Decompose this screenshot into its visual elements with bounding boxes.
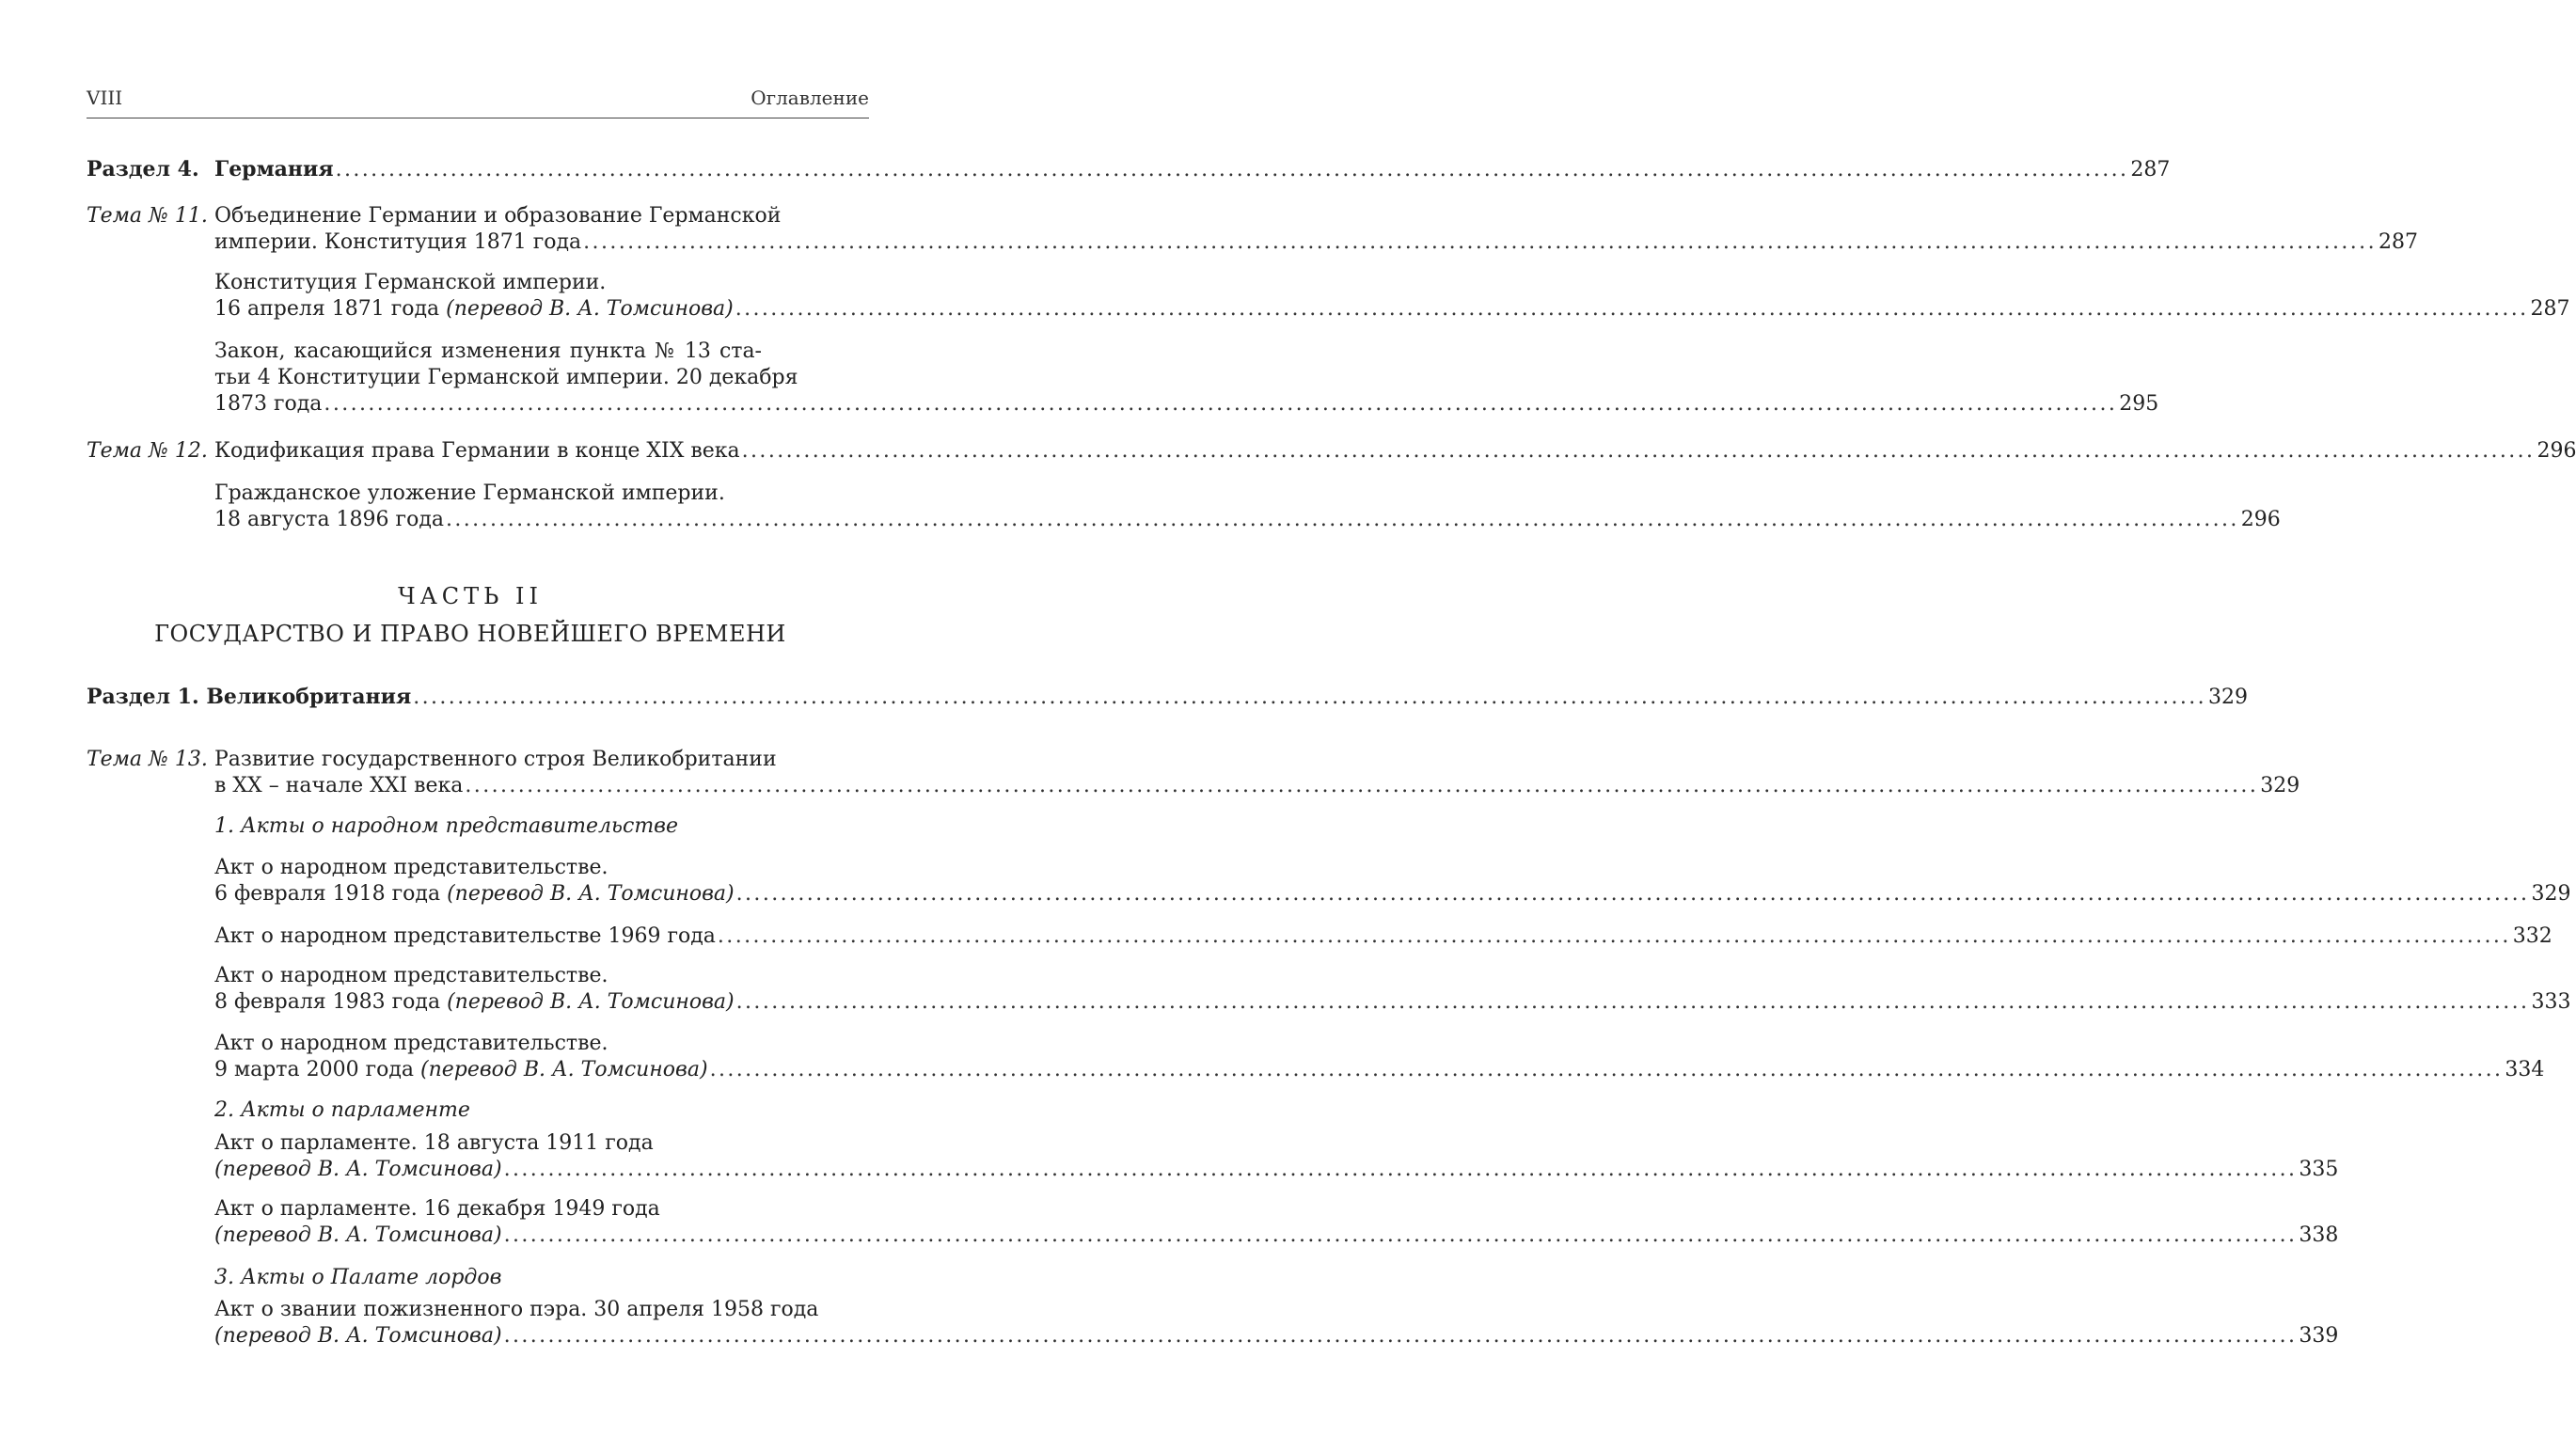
toc-entry-topic-11[interactable] [214, 230, 2418, 255]
page-ref: 287 [2378, 230, 2418, 254]
subsection-title: 2. Акты о парламенте [214, 1098, 470, 1122]
entry-title-line: Акт о народном представительстве. [214, 1032, 608, 1055]
page-ref: 335 [2299, 1158, 2339, 1181]
leader-dots: ........................................................................................................................................................................................................... [503, 1158, 2298, 1181]
entry-title-line: Гражданское уложение Германской империи. [214, 481, 725, 505]
translator-note: (перевод В. А. Томсинова) [214, 1324, 502, 1348]
entry-title-line: Акт о парламенте. 18 августа 1911 года [214, 1131, 654, 1155]
toc-entry-rpa-2000[interactable] [214, 1058, 2545, 1082]
page-ref: 329 [2208, 686, 2249, 709]
subsection-title: 1. Акты о народном представительстве [214, 814, 679, 838]
entry-title-line: Акт о народном представительстве. [214, 964, 608, 987]
leader-dots: ........................................................................................................................................................................................................... [735, 882, 2530, 906]
leader-dots: ........................................................................................................................................................................................................... [413, 686, 2207, 709]
entry-title-line: 8 февраля 1983 года [214, 990, 441, 1014]
entry-title-line: Акт о народном представительстве 1969 года [214, 924, 716, 948]
running-title: Оглавление [751, 87, 869, 109]
topic-title-line: империи. Конституция 1871 года [214, 230, 582, 254]
translator-note: (перевод В. А. Томсинова) [214, 1158, 502, 1181]
toc-entry-law-1873[interactable] [214, 392, 2159, 417]
toc-entry-rpa-1969[interactable] [214, 924, 2552, 949]
leader-dots: ........................................................................................................................................................................................................... [503, 1223, 2298, 1247]
toc-entry-section-great-britain[interactable] [87, 685, 2249, 710]
section-title: Германия [214, 157, 334, 181]
page-ref: 338 [2299, 1223, 2339, 1247]
leader-dots: ........................................................................................................................................................................................................... [709, 1058, 2504, 1081]
entry-title-line: Акт о парламенте. 16 декабря 1949 года [214, 1197, 660, 1221]
subsection-title: 3. Акты о Палате лордов [214, 1266, 502, 1289]
toc-entry-parliament-act-1949[interactable] [214, 1223, 2339, 1248]
page-ref: 334 [2505, 1058, 2545, 1081]
toc-entry-topic-12[interactable] [214, 439, 2576, 464]
topic-label: Тема № 13. [87, 748, 208, 771]
leader-dots: ........................................................................................................................................................................................................... [735, 297, 2529, 321]
entry-title-line: Акт о звании пожизненного пэра. 30 апреля 1958 года [214, 1298, 819, 1321]
leader-dots: ........................................................................................................................................................................................................... [717, 924, 2511, 948]
toc-entry-section-germany[interactable] [214, 157, 2171, 182]
entry-title-line: 18 августа 1896 года [214, 508, 444, 531]
part-heading: ЧАСТЬ II [398, 583, 543, 609]
page-ref: 287 [2130, 158, 2171, 181]
page-ref: 333 [2531, 990, 2571, 1014]
leader-dots: ........................................................................................................................................................................................................... [445, 508, 2239, 531]
leader-dots: ........................................................................................................................................................................................................... [741, 439, 2536, 463]
entry-title-line: тьи 4 Конституции Германской империи. 20 декабря [214, 366, 798, 389]
leader-dots: ........................................................................................................................................................................................................... [335, 158, 2129, 181]
leader-dots: ........................................................................................................................................................................................................... [324, 392, 2118, 416]
entry-title-line: 1873 года [214, 392, 323, 416]
page-ref: 329 [2260, 774, 2300, 797]
toc-entry-topic-13[interactable] [214, 774, 2300, 798]
translator-note: (перевод В. А. Томсинова) [420, 1058, 708, 1081]
topic-label: Тема № 11. [87, 204, 208, 228]
toc-entry-parliament-act-1911[interactable] [214, 1158, 2339, 1182]
running-page-number: VIII [87, 87, 123, 109]
toc-entry-rpa-1983[interactable] [214, 990, 2571, 1015]
page-ref: 339 [2299, 1324, 2339, 1348]
entry-title-line: Конституция Германской империи. [214, 271, 607, 294]
translator-note: (перевод В. А. Томсинова) [446, 297, 734, 321]
page-ref: 296 [2240, 508, 2281, 531]
leader-dots: ........................................................................................................................................................................................................... [583, 230, 2377, 254]
entry-title-line: 6 февраля 1918 года [214, 882, 441, 906]
section-label: Раздел 1. [87, 685, 199, 709]
entry-title-line: Закон, касающийся изменения пункта № 13 ста- [214, 339, 762, 363]
leader-dots: ........................................................................................................................................................................................................... [735, 990, 2530, 1014]
leader-dots: ........................................................................................................................................................................................................... [465, 774, 2259, 797]
topic-title-line: Кодификация права Германии в конце XIX века [214, 439, 740, 463]
translator-note: (перевод В. А. Томсинова) [214, 1223, 502, 1247]
topic-title-line: Объединение Германии и образование Германской [214, 204, 782, 228]
page-ref: 329 [2531, 882, 2571, 906]
toc-entry-constitution-1871[interactable] [214, 297, 2570, 322]
leader-dots: ........................................................................................................................................................................................................... [503, 1324, 2298, 1348]
page-ref: 295 [2119, 392, 2159, 416]
toc-entry-rpa-1918[interactable] [214, 882, 2571, 907]
section-label: Раздел 4. [87, 157, 199, 181]
entry-title-line: 16 апреля 1871 года [214, 297, 440, 321]
page-ref: 332 [2512, 924, 2552, 948]
page-ref: 296 [2536, 439, 2576, 463]
entry-title-line: Акт о народном представительстве. [214, 856, 608, 879]
toc-entry-life-peerages-act-1958[interactable] [214, 1324, 2339, 1349]
page-ref: 287 [2530, 297, 2570, 321]
toc-entry-civil-code-1896[interactable] [214, 508, 2281, 532]
topic-title-line: в XX – начале XXI века [214, 774, 464, 797]
topic-title-line: Развитие государственного строя Великобритании [214, 748, 777, 771]
translator-note: (перевод В. А. Томсинова) [447, 990, 735, 1014]
section-title: Великобритания [206, 685, 412, 709]
part-subheading: ГОСУДАРСТВО И ПРАВО НОВЕЙШЕГО ВРЕМЕНИ [154, 621, 786, 647]
entry-title-line: 9 марта 2000 года [214, 1058, 414, 1081]
topic-label: Тема № 12. [87, 439, 208, 463]
translator-note: (перевод В. А. Томсинова) [447, 882, 735, 906]
